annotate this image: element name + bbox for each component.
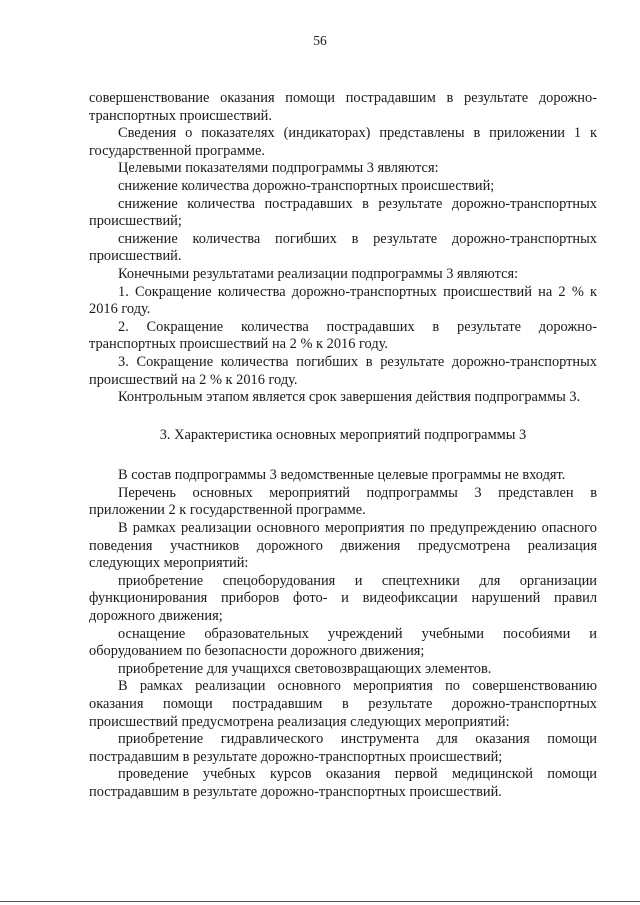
paragraph: Сведения о показателях (индикаторах) представлены в приложении 1 к государственной программе. — [89, 125, 597, 159]
paragraph: В рамках реализации основного мероприятия по совершенствованию оказания помощи пострадавшим в результате дорожно-транспортных происшествий предусмотрена реализация следующих мероприятий: — [89, 678, 597, 730]
paragraph: снижение количества дорожно-транспортных происшествий; — [118, 177, 495, 194]
document-body — [89, 90, 597, 802]
paragraph: снижение количества пострадавших в результате дорожно-транспортных происшествий; — [89, 195, 597, 230]
paragraph: Контрольным этапом является срок завершения действия подпрограммы 3. — [118, 389, 581, 406]
paragraph: оснащение образовательных учреждений учебными пособиями и оборудованием по безопасности дорожного движения; — [89, 625, 597, 660]
list-item: 2. Сокращение количества пострадавших в результате дорожно-транспортных происшествий на 2 % к 2016 году. — [89, 318, 597, 353]
paragraph: Целевыми показателями подпрограммы 3 являются: — [118, 160, 439, 177]
paragraph: проведение учебных курсов оказания первой медицинской помощи пострадавшим в результате дорожно-транспортных происшествий. — [89, 766, 597, 800]
paragraph: приобретение гидравлического инструмента для оказания помощи пострадавшим в результате дорожно-транспортных происшествий; — [89, 731, 597, 765]
paragraph: приобретение для учащихся световозвращающих элементов. — [118, 660, 492, 677]
paragraph: В рамках реализации основного мероприятия по предупреждению опасного поведения участников дорожного движения предусмотрена реализация следующих мероприятий: — [89, 520, 597, 572]
paragraph: В состав подпрограммы 3 ведомственные целевые программы не входят. — [118, 467, 566, 484]
page-number: 56 — [313, 33, 327, 48]
paragraph: совершенствование оказания помощи пострадавшим в результате дорожно-транспортных происшествий. — [89, 90, 597, 124]
section-heading: 3. Характеристика основных мероприятий подпрограммы 3 — [159, 426, 527, 443]
list-item: 1. Сокращение количества дорожно-транспортных происшествий на 2 % к 2016 году. — [89, 283, 597, 318]
paragraph: приобретение спецоборудования и спецтехники для организации функционирования приборов фото- и видеофиксации нарушений правил дорожного движения; — [89, 572, 597, 625]
paragraph: снижение количества погибших в результате дорожно-транспортных происшествий. — [89, 230, 597, 265]
paragraph: Перечень основных мероприятий подпрограммы 3 представлен в приложении 2 к государственной программе. — [89, 484, 597, 519]
page-edge-line — [0, 901, 640, 902]
paragraph: Конечными результатами реализации подпрограммы 3 являются: — [118, 265, 519, 282]
list-item: 3. Сокращение количества погибших в результате дорожно-транспортных происшествий на 2 % к 2016 году. — [89, 353, 597, 388]
